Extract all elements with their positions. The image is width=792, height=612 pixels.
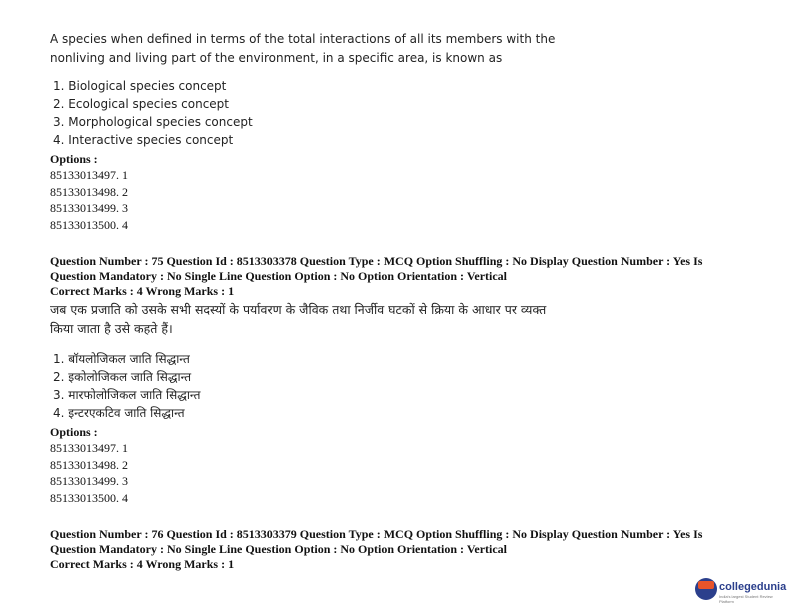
q76-marks: Correct Marks : 4 Wrong Marks : 1 bbox=[50, 557, 235, 571]
q75-text-line1: जब एक प्रजाति को उसके सभी सदस्यों के पर्यावरण के जैविक तथा निर्जीव घटकों से क्रिया के आधार पर व्यक्त bbox=[50, 302, 547, 317]
q75-header-line2: Question Mandatory : No Single Line Question Option : No Option Orientation : Vertical bbox=[50, 269, 508, 283]
q74-choice-3: 3. Morphological species concept bbox=[53, 115, 253, 129]
question-74-text: A species when defined in terms of the total interactions of all its members with the nonliving and living part of the environment, in a specific area, is known as bbox=[50, 32, 556, 65]
q75-choice-2: 2. इकोलोजिकल जाति सिद्धान्त bbox=[53, 370, 192, 384]
q74-choice-1: 1. Biological species concept bbox=[53, 79, 227, 93]
q74-choice-2: 2. Ecological species concept bbox=[53, 97, 229, 111]
q75-options-label: Options : bbox=[50, 425, 98, 439]
q75-option-id-2: 85133013498. 2 bbox=[50, 458, 128, 472]
q75-choice-1: 1. बॉयलोजिकल जाति सिद्धान्त bbox=[53, 352, 190, 366]
watermark-brand: collegedunia bbox=[719, 581, 787, 593]
q75-option-id-4: 85133013500. 4 bbox=[50, 491, 128, 505]
q75-text-line2: किया जाता है उसे कहते हैं। bbox=[50, 321, 173, 336]
q74-option-id-4: 85133013500. 4 bbox=[50, 218, 128, 232]
q74-option-id-2: 85133013498. 2 bbox=[50, 185, 128, 199]
collegedunia-watermark bbox=[695, 578, 787, 604]
q76-header-line1: Question Number : 76 Question Id : 8513303379 Question Type : MCQ Option Shuffling : No Display Question Number : Yes Is bbox=[50, 527, 703, 541]
watermark-tagline: India's largest Student Review Platform bbox=[719, 594, 773, 604]
q75-marks: Correct Marks : 4 Wrong Marks : 1 bbox=[50, 284, 235, 298]
q75-option-id-3: 85133013499. 3 bbox=[50, 474, 128, 488]
q74-option-id-1: 85133013497. 1 bbox=[50, 168, 128, 182]
q74-options-label: Options : bbox=[50, 152, 98, 166]
q74-option-id-3: 85133013499. 3 bbox=[50, 201, 128, 215]
q75-choice-4: 4. इन्टरएकटिव जाति सिद्धान्त bbox=[53, 406, 185, 420]
q75-header-line1: Question Number : 75 Question Id : 8513303378 Question Type : MCQ Option Shuffling : No Display Question Number : Yes Is bbox=[50, 254, 703, 268]
q76-header-line2: Question Mandatory : No Single Line Question Option : No Option Orientation : Vertical bbox=[50, 542, 508, 556]
q75-option-id-1: 85133013497. 1 bbox=[50, 441, 128, 455]
graduation-cap-icon bbox=[698, 581, 714, 589]
q74-choice-4: 4. Interactive species concept bbox=[53, 133, 234, 147]
q75-choice-3: 3. मारफोलोजिकल जाति सिद्धान्त bbox=[53, 388, 201, 402]
